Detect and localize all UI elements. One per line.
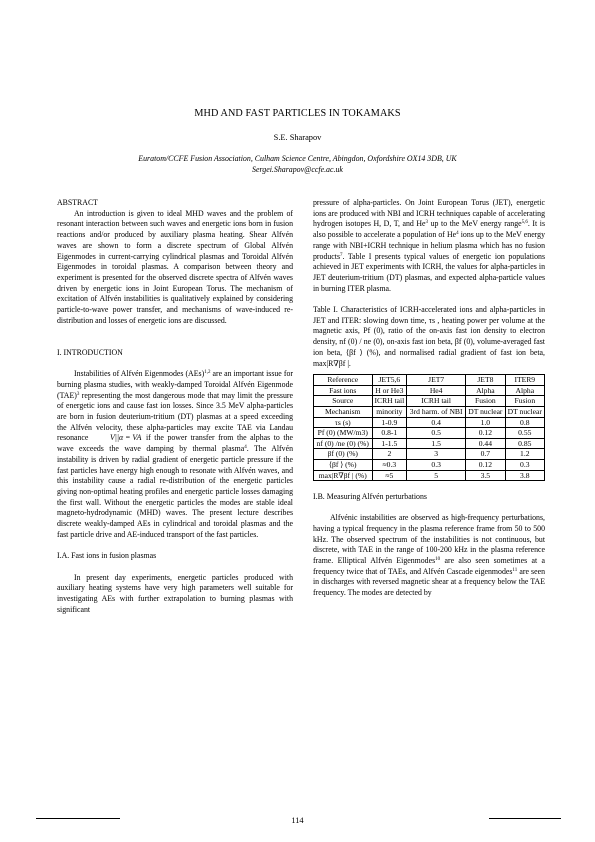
characteristics-table	[313, 374, 545, 481]
right-column	[313, 198, 545, 599]
table-cell: 3	[407, 449, 466, 460]
abstract-text: An introduction is given to ideal MHD waves and the problem of resonant interaction between such waves and energetic ions born in fusion reactions and/or produced by auxiliary plasma heating. Shear Alfvén waves are shown to form a discrete spectrum of Global Alfvén Eigenmodes in current-carrying cylindrical plasmas and Toroidal Alfvén Eigenmodes in toroidal plasmas. A comparison between theory and experiment is presented for the observed discrete spectra of Alfvén waves driven by energetic ions in Joint European Torus. The mechanism of excitation of Alfvén instabilities is qualitatively explained by considering particle-to-wave power transfer, and mechanisms of wave-induced re-distribution and losses of energetic ions are discussed.	[57, 208, 293, 325]
table-row	[314, 449, 545, 460]
table-cell: 1-0.9	[372, 417, 407, 428]
table-row	[314, 428, 545, 439]
table-cell: ICRH tail	[372, 396, 407, 407]
table-cell: 0.12	[466, 459, 505, 470]
table-cell: Mechanism	[314, 407, 373, 418]
table-cell: JET8	[466, 375, 505, 386]
table-cell: DT nuclear	[505, 407, 544, 418]
table-row	[314, 438, 545, 449]
table-cell: DT nuclear	[466, 407, 505, 418]
table-cell: Alpha	[505, 385, 544, 396]
table-cell: H or He3	[372, 385, 407, 396]
affiliation-block	[0, 153, 595, 175]
table-cell: 5	[407, 470, 466, 481]
table-cell: ≈5	[372, 470, 407, 481]
table-cell: JET5,6	[372, 375, 407, 386]
table-cell: Pf (0) (MW/m3)	[314, 428, 373, 439]
table-cell: 0.3	[407, 459, 466, 470]
table-cell: Fusion	[466, 396, 505, 407]
table-row	[314, 407, 545, 418]
table-row	[314, 396, 545, 407]
table-cell: 0.44	[466, 438, 505, 449]
table-cell: Fusion	[505, 396, 544, 407]
table-cell: Source	[314, 396, 373, 407]
table-cell: 0.4	[407, 417, 466, 428]
author: S.E. Sharapov	[273, 133, 322, 142]
table-cell: 0.8	[505, 417, 544, 428]
table-row	[314, 417, 545, 428]
footer-rule-right	[489, 818, 561, 819]
table-cell: 1.2	[505, 449, 544, 460]
left-column	[57, 198, 293, 615]
table-row	[314, 459, 545, 470]
table-cell: 0.55	[505, 428, 544, 439]
table-cell: ⟨βf ⟩ (%)	[314, 459, 373, 470]
table-cell: 1-1.5	[372, 438, 407, 449]
table-cell: Fast ions	[314, 385, 373, 396]
table-cell: minority	[372, 407, 407, 418]
table-cell: 3.5	[466, 470, 505, 481]
landau-resonance-equation: V||α = VA	[109, 433, 142, 443]
table-cell: 3.8	[505, 470, 544, 481]
table-cell: 2	[372, 449, 407, 460]
right-paragraph-2: Alfvénic instabilities are observed as high-frequency perturbations, having a typical frequency in the plasma reference frame from 50 to 500 kHz. The observed spectrum of the instabilities is not continuous, but discrete, with TAE in the range of 100-200 kHz in the plasma reference frame. Elliptical Alfvén Eigenmodes$^{10}$ are also seen sometimes at a frequency twice that of TAEs, and Alfvén Cascade eigenmodes$^{11}$ are seen in discharges with reversed magnetic shear at a frequency below the TAE frequency. The modes are detected by	[313, 513, 545, 598]
table-cell: 0.12	[466, 428, 505, 439]
table-cell: Alpha	[466, 385, 505, 396]
affiliation: Euratom/CCFE Fusion Association, Culham Science Centre, Abingdon, Oxfordshire OX14 3DB, UK	[138, 154, 457, 163]
table-cell: nf (0) /ne (0) (%)	[314, 438, 373, 449]
subsection-heading-ib: I.B. Measuring Alfvén perturbations	[313, 491, 427, 501]
table-cell: βf (0) (%)	[314, 449, 373, 460]
right-paragraph-1: pressure of alpha-particles. On Joint European Torus (JET), energetic ions are produced with NBI and ICRH techniques capable of accelerating hydrogen isotopes H, D, T, and He$^3$ up to the MeV energy range$^{5,6}$. It is also possible to accelerate a population of He$^4$ ions up to the MeV energy range with NBI+ICRH technique in helium plasma which has no fusion products$^7$. Table I presents typical values of energetic ion populations achieved in JET experiments with ICRH, the values for alpha-particles in JET deuterium-tritium (DT) plasmas, and expected alpha-particle values in burning ITER plasma.	[313, 198, 546, 293]
table-cell: 0.3	[505, 459, 544, 470]
table-cell: 1.5	[407, 438, 466, 449]
table-cell: ITER9	[505, 375, 544, 386]
table-cell: 0.8-1	[372, 428, 407, 439]
intro-heading: I. INTRODUCTION	[57, 347, 123, 357]
intro-paragraph-2: In present day experiments, energetic particles produced with auxiliary heating systems have very high parameters well suitable for investigating AEs with further extrapolation to burning plasmas with significant	[57, 572, 293, 614]
table-cell: 3rd harm. of NBI	[407, 407, 466, 418]
email: Sergei.Sharapov@ccfe.ac.uk	[252, 165, 343, 174]
table-cell: Reference	[314, 375, 373, 386]
table-row	[314, 470, 545, 481]
subsection-heading-ia: I.A. Fast ions in fusion plasmas	[57, 551, 157, 561]
abstract-heading: ABSTRACT	[57, 198, 98, 207]
table-cell: 0.5	[407, 428, 466, 439]
table-row	[314, 375, 545, 386]
table-cell: JET7	[407, 375, 466, 386]
table-cell: 0.7	[466, 449, 505, 460]
table-cell: max|R∇βf | (%)	[314, 470, 373, 481]
table-cell: ≈0.3	[372, 459, 407, 470]
page-number: 114	[291, 816, 304, 825]
paper-title: MHD AND FAST PARTICLES IN TOKAMAKS	[194, 108, 401, 119]
table-row	[314, 385, 545, 396]
table-cell: 0.85	[505, 438, 544, 449]
table-caption: Table I. Characteristics of ICRH-accelerated ions and alpha-particles in JET and ITER: slowing down time, τs , heating power per volume at the magnetic axis, Pf (0), ratio of the on-axis fast ion density to electron density, nf (0) / ne (0), on-axis fast ion beta, βf (0), volume-averaged fast ion beta, ⟨βf ⟩ (%), and normalised radial gradient of fast ion beta, max|R∇βf |.	[313, 305, 545, 368]
table-cell: 1.0	[466, 417, 505, 428]
table-cell: He4	[407, 385, 466, 396]
intro-paragraph-1: Instabilities of Alfvén Eigenmodes (AEs)$^{1,2}$ are an important issue for burning plasma studies, with weakly-damped Toroidal Alfvén Eigenmode (TAE)$^3$ representing the most dangerous mode that may limit the pressure of energetic ions and cause fast ion losses. Since 3.5 MeV alpha-particles are born in fusion deuterium-tritium (DT) plasmas at a speed exceeding the Alfvén velocity, these alpha-particles may excite TAE via Landau resonance V||α = VA if the power transfer from the alphas to the wave exceeds the wave damping by thermal plasma$^4$. The Alfvén instability is driven by radial gradient of energetic particle pressure if the fast particles have energy high enough to resonate with Alfvén waves, and this instability cause a radial re-distribution of the energetic particles giving non-optimal heating profiles and energetic particle losses damaging the first wall. Without the energetic particles the modes are stable ideal magneto-hydrodynamic (MHD) waves. The present lecture describes discrete weakly-damped AEs in cylindrical and toroidal plasmas and the fast particle drive and AE-induced transport of the fast particles.	[57, 369, 293, 539]
table-cell: ICRH tail	[407, 396, 466, 407]
table-cell: τs (s)	[314, 417, 373, 428]
